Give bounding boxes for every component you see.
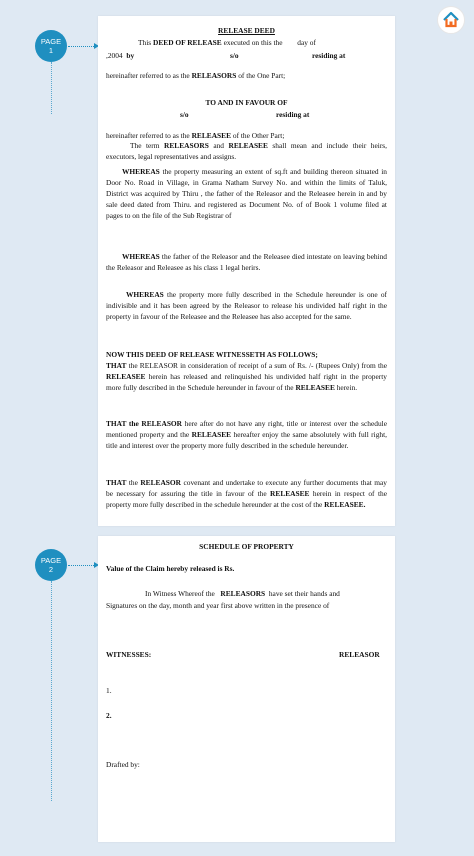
whereas-father-paragraph: WHEREAS the father of the Releasor and the Releasee died intestate on leaving behind the Releasor and Releasee as his class 1 legal herirs. [106, 252, 387, 272]
whereas-agreement-paragraph: WHEREAS the property more fully described in the Schedule hereunder is one of indivisible and it has been agreed by the Releasor to release his undivided half right in the property in favour of the Releasee and the Releasee has also accepted for the same. [106, 290, 387, 321]
signatures-line: Signatures on the day, month and year first above written in the presence of [106, 601, 330, 610]
in-witness-line: In Witness Whereof the RELEASORS have set their hands and [145, 589, 340, 598]
page-1-connector [51, 62, 52, 114]
claim-value-line: Value of the Claim hereby released is Rs. [106, 564, 235, 573]
deed-title: RELEASE DEED [218, 26, 275, 35]
that-no-right-paragraph: THAT the RELEASOR here after do not have any right, title or interest over the schedule mentioned property and the RELEASEE hereafter enjoy the same absolutely with full right, title and interest over the property more fully described in the schedule hereunder. [106, 419, 387, 450]
that-covenant-paragraph: THAT the RELEASOR covenant and undertake to execute any further documents that may be necessary for assuring the title in favour of the RELEASEE herein in respect of the property more fully described in the schedule hereunder at the cost of the RELEASEE. [106, 478, 387, 509]
releasee-son-of: s/o [180, 110, 189, 119]
witness-2: 2. [106, 711, 112, 720]
deed-page-2 [98, 536, 395, 842]
releasors-definition: hereinafter referred to as the RELEASORS of the One Part; [106, 71, 286, 80]
house-icon [438, 7, 464, 33]
page-2-arrow [68, 565, 96, 566]
witness-1: 1. [106, 686, 112, 695]
releasee-definition: hereinafter referred to as the RELEASEE of the Other Part; [106, 131, 285, 140]
terms-paragraph: The term RELEASORS and RELEASEE shall mean and include their heirs, executors, legal representatives and assigns. [106, 141, 388, 161]
that-consideration-paragraph: THAT the RELEASOR in consideration of receipt of a sum of Rs. /- (Rupees Only) from the RELEASEE herein has released and relinquished his undivided half right in the property more fully described in the Schedule hereunder in favour of the RELEASEE herein. [106, 361, 387, 392]
page-1-badge: PAGE 1 [35, 30, 67, 62]
intro-line-1: This DEED OF RELEASE executed on this the day of [138, 38, 316, 47]
whereas-property-paragraph: WHEREAS the property measuring an extent of sq.ft and building thereon situated in Door No. Road in Village, in Grama Natham Survey No. and within the limits of Taluk, District was acquired by Thiru , the father of the Releasor and the Releasee herein in and by sale deed dated from Thiru. and registered as Document No. of of Book 1 volume filed at pages to on the file of the Sub Registrar of [106, 167, 387, 220]
intro-line-2: ,2004 by s/o residing at [106, 51, 346, 60]
page-1-arrow [68, 46, 96, 47]
page-2-badge: PAGE 2 [35, 549, 67, 581]
witnesses-label: WITNESSES: [106, 650, 152, 659]
schedule-heading: SCHEDULE OF PROPERTY [199, 542, 294, 551]
releasee-residing-at: residing at [276, 110, 310, 119]
deed-page-1 [98, 16, 395, 526]
releasor-signature-label: RELEASOR [339, 650, 380, 659]
drafted-by: Drafted by: [106, 760, 140, 769]
witnesseth-heading: NOW THIS DEED OF RELEASE WITNESSETH AS FOLLOWS; [106, 350, 318, 359]
in-favour-heading: TO AND IN FAVOUR OF [205, 98, 288, 107]
page-2-connector [51, 581, 52, 801]
site-logo[interactable] [437, 6, 465, 34]
